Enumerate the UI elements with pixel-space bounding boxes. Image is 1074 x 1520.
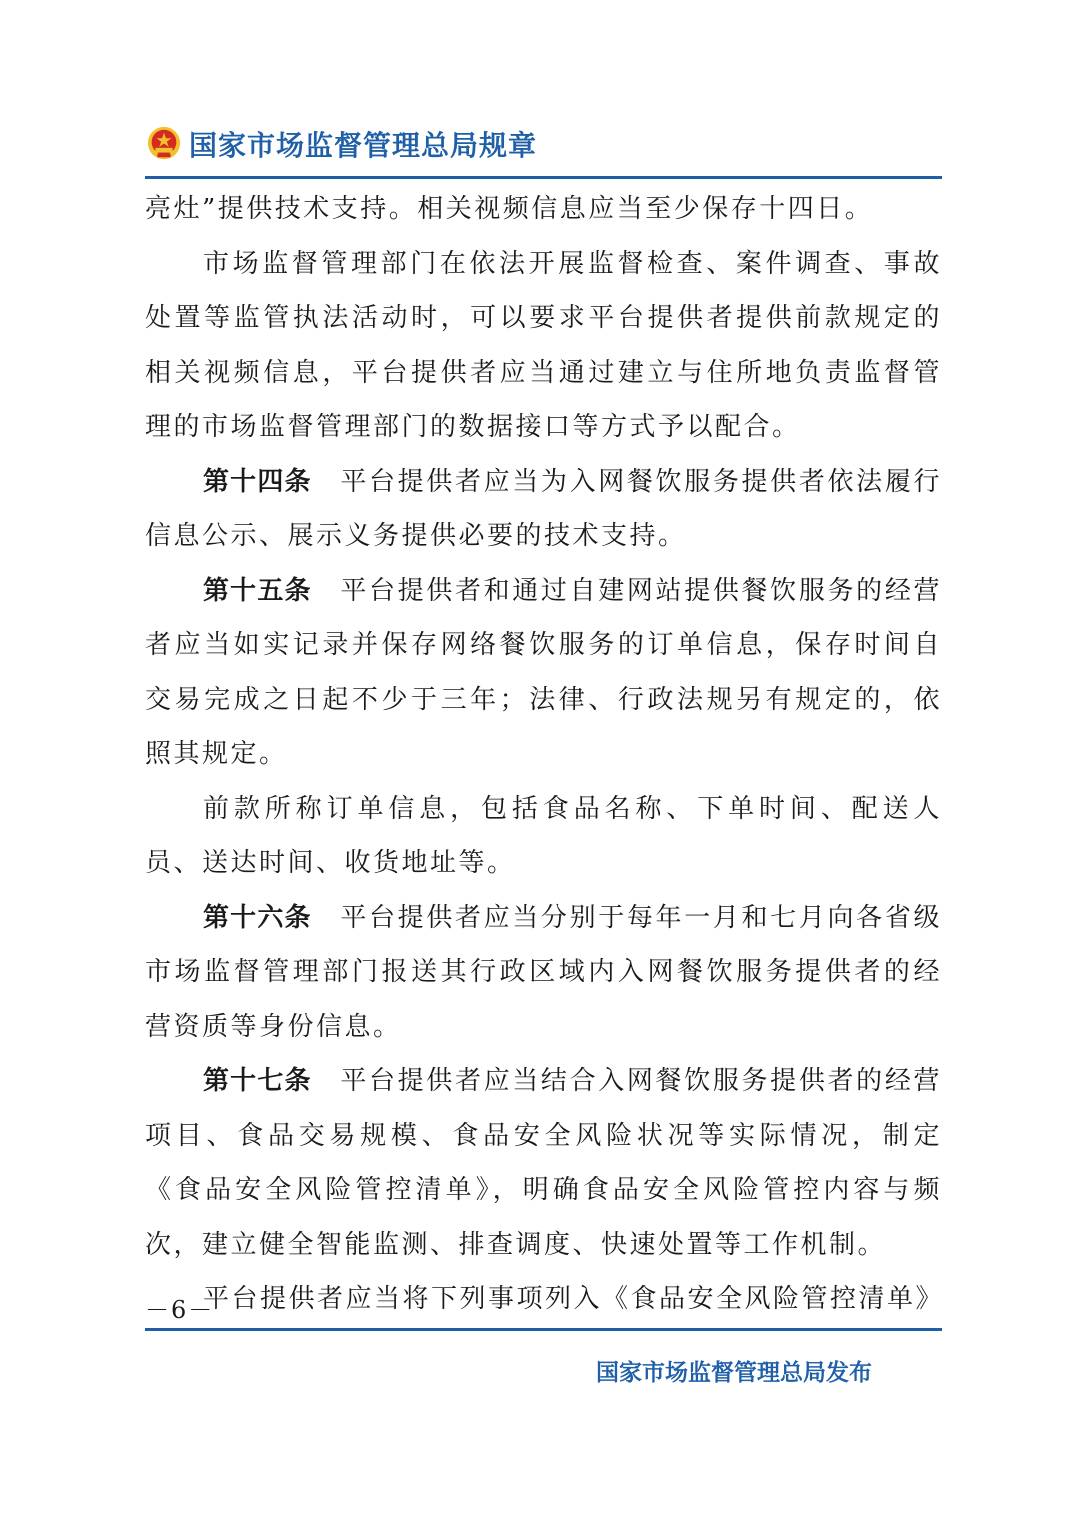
page-header (145, 118, 945, 170)
paragraph: 平台提供者应当将下列事项列入《食品安全风险管控清单》 (203, 1284, 945, 1314)
article-16 (145, 891, 942, 1055)
article-text: 平台提供者应当结合入网餐饮服务提供者的经营项目、食品交易规模、食品安全风险状况等实际情况，制定《食品安全风险管控清单》，明确食品安全风险管控内容与频次，建立健全智能监测、排查调度、快速处置等工作机制。 (145, 1066, 942, 1260)
national-emblem-icon (145, 125, 183, 163)
article-text: 平台提供者和通过自建网站提供餐饮服务的经营者应当如实记录并保存网络餐饮服务的订单信息，保存时间自交易完成之日起不少于三年；法律、行政法规另有规定的，依照其规定。 (145, 575, 942, 769)
article-15 (145, 564, 942, 782)
paragraph: 前款所称订单信息，包括食品名称、下单时间、配送人员、送达时间、收货地址等。 (145, 793, 942, 878)
article-title: 第十五条 (203, 575, 312, 606)
header-divider (145, 176, 942, 179)
article-title: 第十七条 (203, 1066, 312, 1096)
publisher-label: 国家市场监督管理总局发布 (596, 1360, 872, 1386)
header-title: 国家市场监督管理总局规章 (189, 129, 538, 162)
paragraph: 亮灶”提供技术支持。相关视频信息应当至少保存十四日。 (145, 194, 874, 224)
article-title: 第十四条 (203, 466, 312, 497)
paragraph: 市场监督管理部门在依法开展监督检查、案件调查、事故处置等监管执法活动时，可以要求平台提供者提供前款规定的相关视频信息，平台提供者应当通过建立与住所地负责监督管理的市场监督管理部门的数据接口等方式予以配合。 (145, 248, 942, 442)
article-17 (145, 1054, 942, 1272)
article-title: 第十六条 (203, 902, 312, 933)
page-number: －6－ (145, 1296, 215, 1324)
article-14 (145, 455, 942, 564)
article-text: 平台提供者应当为入网餐饮服务提供者依法履行信息公示、展示义务提供必要的技术支持。 (145, 466, 942, 551)
article-text: 平台提供者应当分别于每年一月和七月向各省级市场监督管理部门报送其行政区域内入网餐饮服务提供者的经营资质等身份信息。 (145, 902, 942, 1042)
document-body (145, 182, 945, 1327)
footer-divider (145, 1328, 942, 1331)
